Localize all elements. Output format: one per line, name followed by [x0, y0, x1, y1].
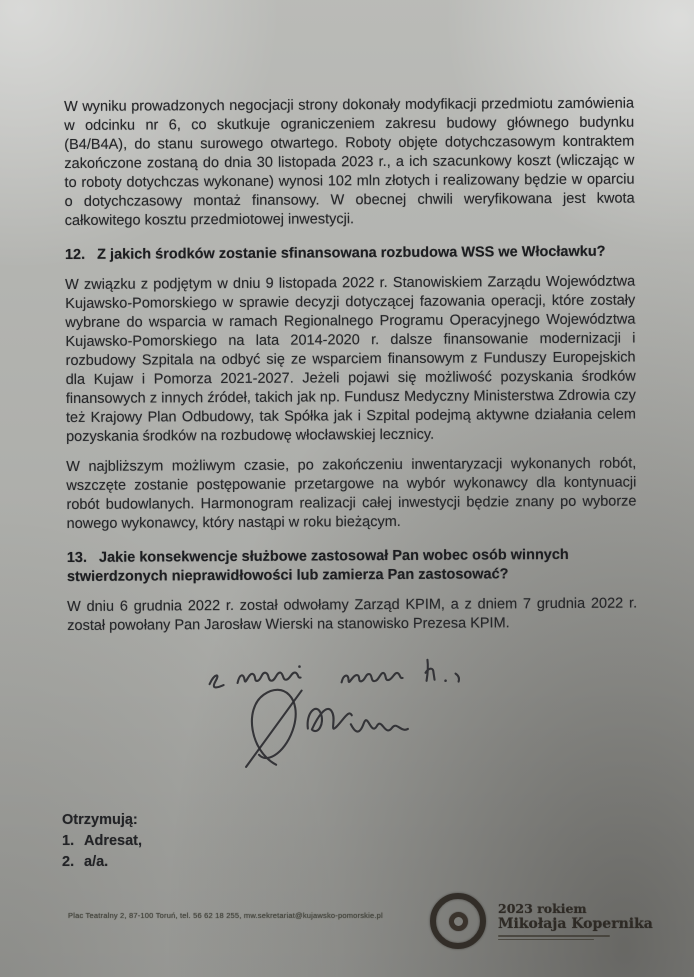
handwriting-stroke	[238, 672, 301, 682]
handwriting-stroke	[456, 674, 459, 682]
paragraph-contract-modification: W wyniku prowadzonych negocjacji strony dokonały modyfikacji przedmiotu zamówienia w odcinku nr 6, co skutkuje ograniczeniem zakresu budowy głównego budynku (B4/B4A), do stanu surowego otwartego. Roboty objęte dotychczasowym kontraktem zakończone zostaną do dnia 30 listopada 2023 r., a ich szacunkowy koszt (wliczając w to roboty dotychczas wykonane) wynosi 102 mln złotych i realizowany będzie w oparciu o dotychczasowy montaż finansowy. W obecnej chwili weryfikowana jest kwota całkowitego kosztu przedmiotowej inwestycji.	[64, 95, 635, 229]
copernicus-emblem-center	[449, 912, 468, 931]
recipients-label: Otrzymują:	[62, 812, 138, 828]
question-12-text: Z jakich środków zostanie sfinansowana rozbudowa WSS we Włocławku?	[97, 243, 606, 263]
handwriting-dot	[298, 665, 301, 668]
paragraph-tender: W najbliższym możliwym czasie, po zakończeniu inwentaryzacji wykonanych robót, wszczęte zostanie postępowanie przetargowe na wybór wykonawcy dla kontynuacji robót budowlanych. Harmonogram realizacji całej inwestycji będzie znany po wyborze nowego wykonawcy, który nastąpi w roku bieżącym.	[66, 455, 637, 532]
logo-name-line: Mikołaja Kopernika	[498, 916, 653, 932]
recipient-number: 1.	[62, 833, 75, 849]
recipient-number: 2.	[62, 854, 75, 870]
question-12-number: 12.	[64, 246, 86, 263]
paragraph-financing: W związku z podjętym w dniu 9 listopada 2022 r. Stanowiskiem Zarządu Województwa Kujawsko-Pomorskiego w sprawie decyzji dotyczącej fazowania operacji, które zostały wybrane do wsparcia w ramach Regionalnego Programu Operacyjnego Województwa Kujawsko-Pomorskiego na lata 2014-2020 r. dalsze finansowanie modernizacji i rozbudowy Szpitala na odbyć się ze wsparciem finansowym z Funduszy Europejskich dla Kujaw i Pomorza 2021-2027. Jeżeli pojawi się możliwość pozyskania środków finansowych z innych źródeł, takich jak np. Fundusz Medyczny Ministerstwa Zdrowia czy też Krajowy Plan Odbudowy, tak Spółka jak i Szpital podejmą aktywne działania celem pozyskania środków na rozbudowę włocławskiej lecznicy.	[65, 273, 636, 445]
question-13-number: 13.	[66, 549, 88, 566]
copernicus-emblem-icon	[430, 893, 486, 949]
question-13-heading	[67, 546, 637, 587]
logo-text-block	[498, 902, 653, 942]
handwritten-closing-and-signature	[189, 649, 500, 779]
footer-address-line: Plac Teatralny 2, 87-100 Toruń, tel. 56 62 18 255, mw.sekretariat@kujawsko-pomorskie.pl	[68, 911, 383, 920]
recipient-text: Adresat,	[84, 833, 143, 849]
paragraph-dismissal: W dniu 6 grudnia 2022 r. został odwołamy Zarząd KPIM, a z dniem 7 grudnia 2022 r. został powołany Pan Jarosław Wierski na stanowisko Prezesa KPIM.	[67, 595, 638, 634]
logo-microtext-line	[498, 939, 594, 941]
handwriting-stroke	[342, 673, 403, 682]
logo-microtext	[498, 935, 653, 940]
signature-stroke	[307, 709, 351, 732]
signature-stroke	[351, 720, 408, 732]
handwriting-stroke	[425, 660, 434, 681]
question-12-heading	[65, 243, 635, 265]
question-13-text: Jakie konsekwencje służbowe zastosował Pan wobec osób winnych stwierdzonych nieprawidłowości lub zamierza Pan zastosować?	[66, 546, 569, 585]
recipients-block	[62, 810, 142, 873]
logo-year-line: 2023 rokiem	[498, 901, 587, 916]
handwriting-dot	[444, 679, 447, 682]
recipient-item	[62, 852, 142, 873]
handwriting-stroke	[210, 675, 224, 687]
logo-microtext-line	[498, 935, 610, 937]
recipient-item	[62, 831, 142, 852]
letter-body	[64, 95, 638, 780]
recipient-text: a/a.	[84, 854, 109, 870]
copernicus-year-logo	[430, 893, 670, 963]
